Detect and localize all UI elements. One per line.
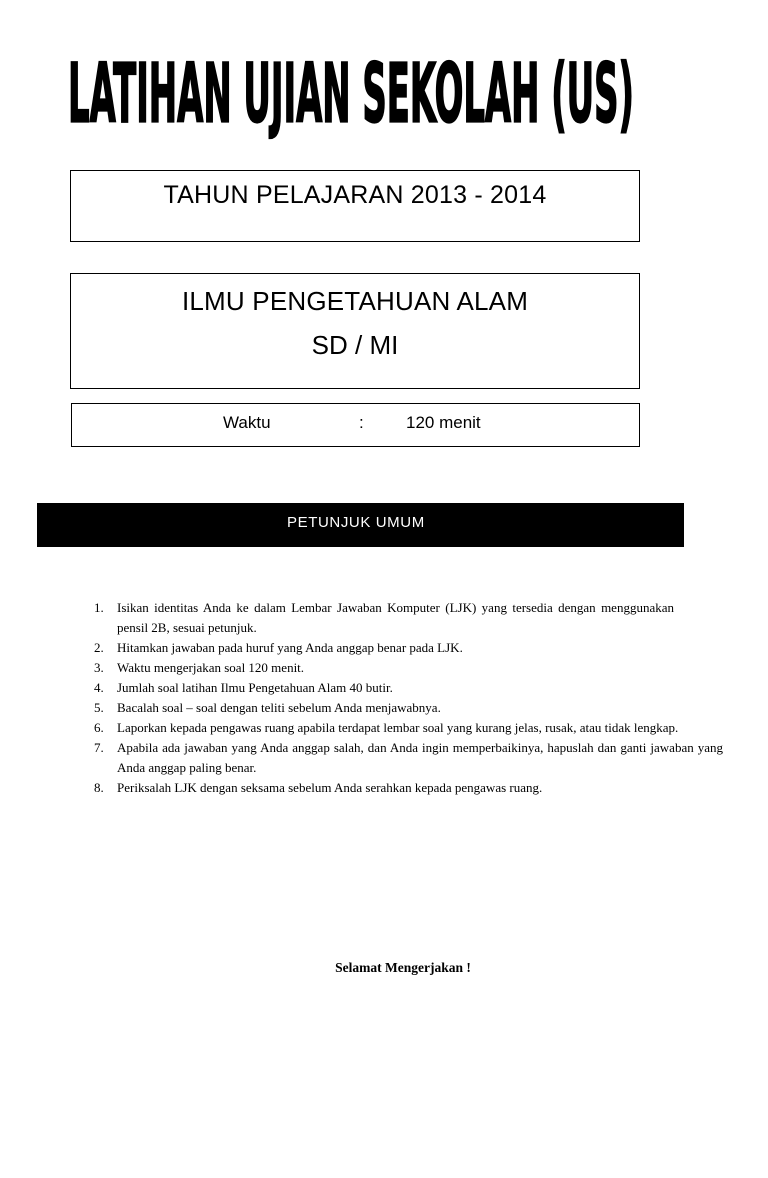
list-item-text: Hitamkan jawaban pada huruf yang Anda anggap benar pada LJK. (117, 640, 463, 655)
instructions-list (80, 598, 730, 798)
list-item-text: Apabila ada jawaban yang Anda anggap salah, dan Anda ingin memperbaikinya, hapuslah dan ganti jawaban yang Anda anggap paling benar. (117, 740, 723, 775)
list-item-number: 4. (94, 680, 104, 695)
list-item-text: Laporkan kepada pengawas ruang apabila terdapat lembar soal yang kurang jelas, rusak, atau tidak lengkap. (117, 720, 679, 735)
section-header-text: PETUNJUK UMUM (287, 514, 425, 531)
list-item-text: Bacalah soal – soal dengan teliti sebelum Anda menjawabnya. (117, 700, 441, 715)
closing-message: Selamat Mengerjakan ! (335, 960, 471, 975)
list-item-number: 6. (94, 720, 104, 735)
list-item-text: Waktu mengerjakan soal 120 menit. (117, 660, 305, 675)
time-value: 120 menit (406, 413, 481, 432)
section-header-banner (37, 503, 684, 547)
page-title-wordart (60, 52, 640, 162)
list-item (80, 738, 730, 778)
list-item-text: Periksalah LJK dengan seksama sebelum Anda serahkan kepada pengawas ruang. (117, 780, 543, 795)
list-item-number: 1. (94, 600, 104, 615)
list-item (80, 698, 730, 718)
page-title-text: LATIHAN UJIAN SEKOLAH (US) (68, 52, 635, 142)
list-item-number: 7. (94, 740, 104, 755)
list-item-number: 8. (94, 780, 104, 795)
list-item-text: Jumlah soal latihan Ilmu Pengetahuan Alam 40 butir. (117, 680, 393, 695)
subject-box (70, 273, 640, 389)
time-box (71, 403, 640, 447)
time-label: Waktu (223, 413, 271, 432)
page-title (60, 52, 640, 162)
academic-year-box (70, 170, 640, 242)
school-level: SD / MI (311, 330, 399, 360)
list-item (80, 638, 730, 658)
time-colon: : (359, 413, 364, 432)
list-item (80, 778, 730, 798)
list-item (80, 718, 730, 738)
list-item (80, 658, 730, 678)
list-item-number: 3. (94, 660, 104, 675)
list-item (80, 598, 730, 638)
list-item-number: 5. (94, 700, 104, 715)
list-item (80, 678, 730, 698)
academic-year-text: TAHUN PELAJARAN 2013 - 2014 (163, 181, 547, 209)
subject-name: ILMU PENGETAHUAN ALAM (181, 286, 529, 316)
list-item-text: Isikan identitas Anda ke dalam Lembar Jawaban Komputer (LJK) yang tersedia dengan menggunakan pensil 2B, sesuai petunjuk. (117, 600, 674, 635)
list-item-number: 2. (94, 640, 104, 655)
